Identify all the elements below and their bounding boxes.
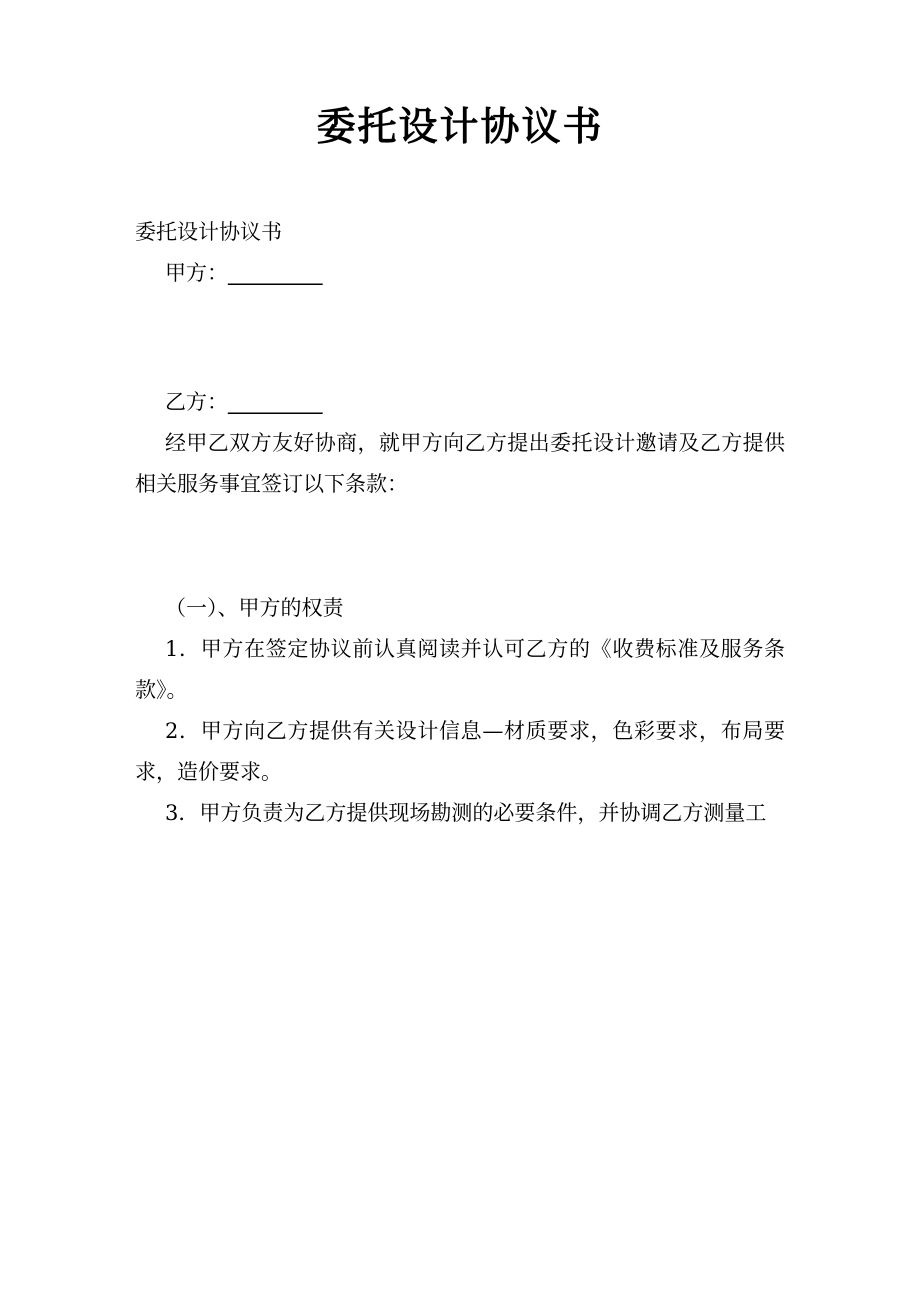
preamble-paragraph: 经甲乙双方友好协商，就甲方向乙方提出委托设计邀请及乙方提供相关服务事宜签订以下条款：	[135, 430, 785, 496]
document-heading-repeat: 委托设计协议书	[135, 219, 282, 244]
clause-2: 2．甲方向乙方提供有关设计信息—材质要求，色彩要求，布局要求，造价要求。	[135, 719, 785, 785]
party-a-field: 甲方：_________	[165, 260, 323, 285]
party-b-field: 乙方：_________	[165, 389, 323, 414]
document-body	[0, 212, 920, 834]
clause-1: 1．甲方在签定协议前认真阅读并认可乙方的《收费标准及服务条款》。	[135, 637, 785, 703]
clause-3: 3．甲方负责为乙方提供现场勘测的必要条件，并协调乙方测量工	[165, 801, 767, 826]
page-title: 委托设计协议书	[316, 105, 604, 150]
section-1-title: （一）、甲方的权责	[165, 596, 344, 621]
